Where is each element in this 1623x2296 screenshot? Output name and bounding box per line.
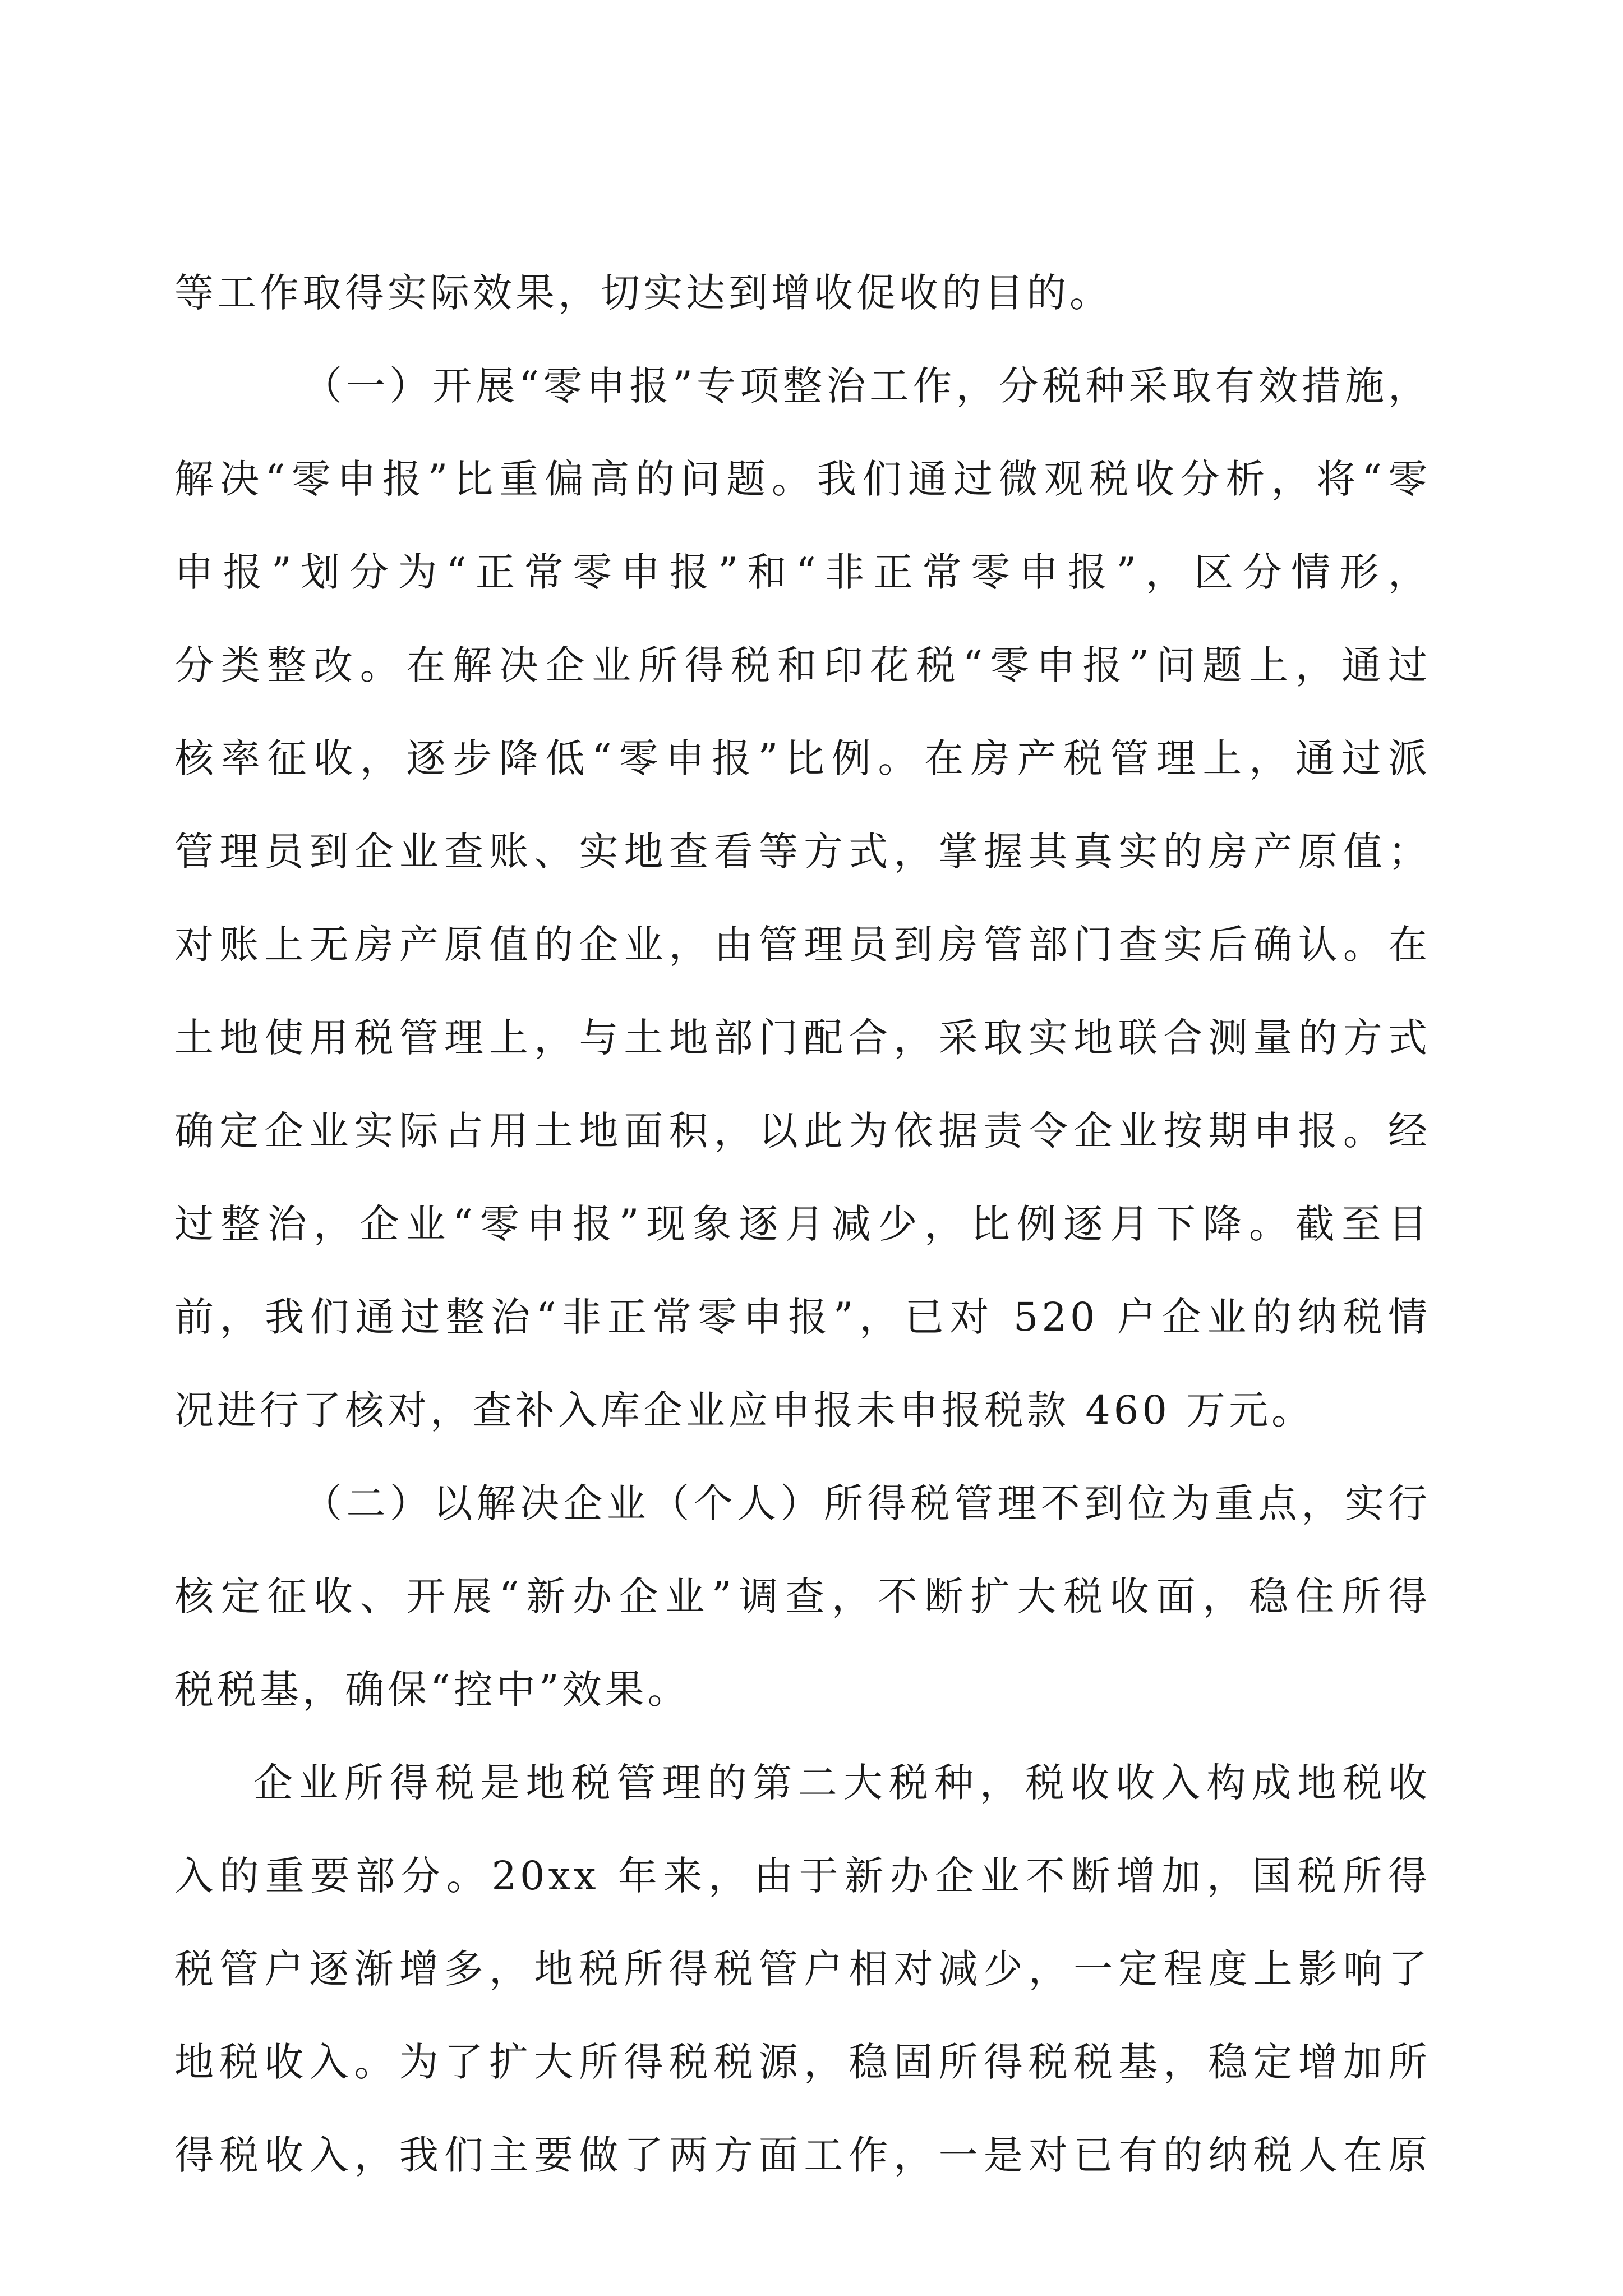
- text-line: 解决“零申报”比重偏高的问题。我们通过微观税收分析，将“零: [174, 456, 1431, 502]
- text-line: 土地使用税管理上，与土地部门配合，采取实地联合测量的方式: [174, 1015, 1431, 1061]
- text-line: 等工作取得实际效果，切实达到增收促收的目的。: [174, 270, 1112, 316]
- text-line: 核率征收，逐步降低“零申报”比例。在房产税管理上，通过派: [174, 735, 1431, 781]
- text-line: 入的重要部分。20xx 年来，由于新办企业不断增加，国税所得: [174, 1853, 1431, 1899]
- text-line: 过整治，企业“零申报”现象逐月减少，比例逐月下降。截至目: [174, 1201, 1431, 1247]
- text-line: （二）以解决企业（个人）所得税管理不到位为重点，实行: [303, 1480, 1431, 1526]
- text-line: 对账上无房产原值的企业，由管理员到房管部门查实后确认。在: [174, 922, 1431, 968]
- text-line: 地税收入。为了扩大所得税税源，稳固所得税税基，稳定增加所: [174, 2039, 1431, 2085]
- text-line: 税管户逐渐增多，地税所得税管户相对减少，一定程度上影响了: [174, 1946, 1431, 1992]
- text-line: 申报”划分为“正常零申报”和“非正常零申报”，区分情形，: [174, 549, 1431, 595]
- text-line: 得税收入，我们主要做了两方面工作，一是对已有的纳税人在原: [174, 2132, 1431, 2178]
- text-line: 企业所得税是地税管理的第二大税种，税收收入构成地税收: [253, 1760, 1431, 1806]
- text-line: 况进行了核对，查补入库企业应申报未申报税款 460 万元。: [174, 1387, 1315, 1433]
- text-line: 确定企业实际占用土地面积，以此为依据责令企业按期申报。经: [174, 1108, 1431, 1154]
- text-line: 分类整改。在解决企业所得税和印花税“零申报”问题上，通过: [174, 642, 1431, 688]
- text-line: 核定征收、开展“新办企业”调查，不断扩大税收面，稳住所得: [174, 1573, 1431, 1619]
- text-line: 税税基，确保“控中”效果。: [174, 1667, 690, 1713]
- text-line: 前，我们通过整治“非正常零申报”，已对 520 户企业的纳税情: [174, 1294, 1431, 1340]
- text-line: （一）开展“零申报”专项整治工作，分税种采取有效措施，: [303, 363, 1431, 409]
- text-line: 管理员到企业查账、实地查看等方式，掌握其真实的房产原值；: [174, 829, 1431, 875]
